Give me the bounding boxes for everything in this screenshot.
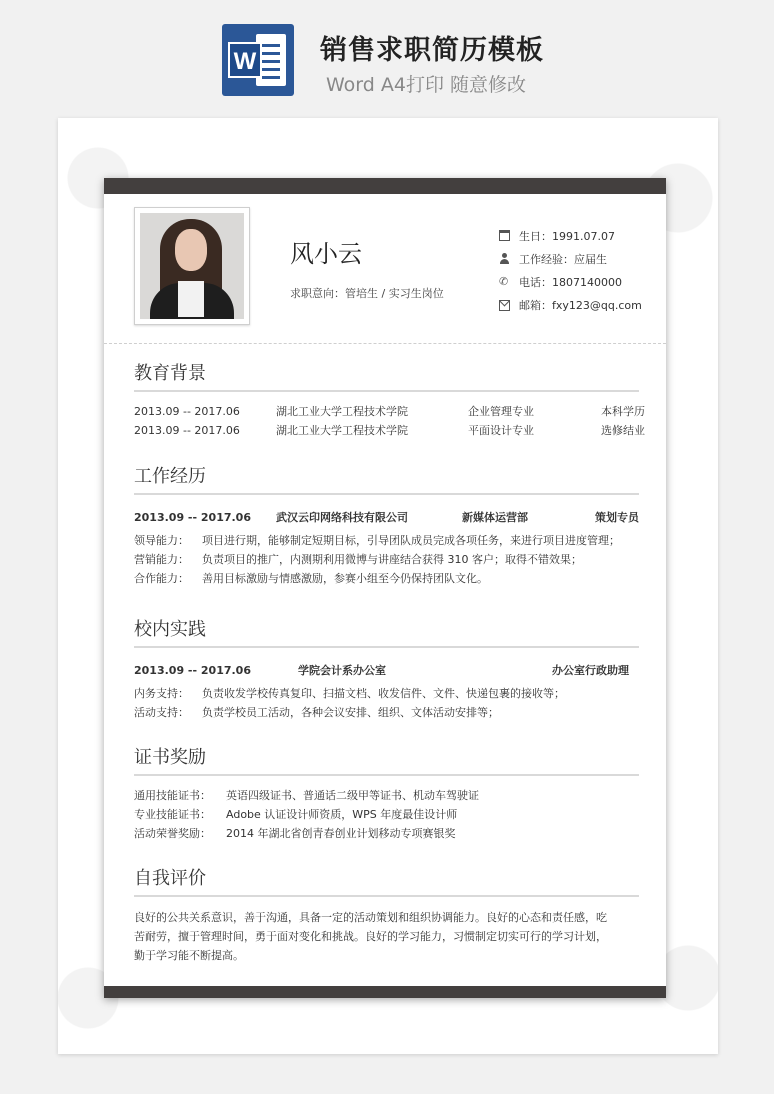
self-evaluation-text: 良好的公共关系意识，善于沟通，具备一定的活动策划和组织协调能力。良好的心态和责任感，吃苦耐劳，擅于管理时间，勇于面对变化和挑战。良好的学习能力，习惯制定切实可行的学习计划，勤于学习能不断提高。 <box>134 911 607 962</box>
campus-section <box>134 617 639 722</box>
top-bar <box>104 178 666 194</box>
contact-birthday <box>499 224 642 247</box>
contact-email <box>499 293 642 316</box>
candidate-name: 风小云 <box>290 240 362 268</box>
contact-text: 工作经验：应届生 <box>519 252 607 266</box>
header-divider <box>104 343 666 344</box>
bottom-bar <box>104 986 666 998</box>
contact-text: 邮箱：fxy123@qq.com <box>519 298 642 312</box>
banner <box>0 0 774 110</box>
award-line: 专业技能证书： Adobe 认证设计师资质，WPS 年度最佳设计师 <box>134 808 458 821</box>
calendar-icon <box>499 230 510 241</box>
campus-detail-line: 活动支持： 负责学校员工活动，各种会议安排、组织、文体活动安排等； <box>134 706 499 719</box>
contact-experience <box>499 247 642 270</box>
word-logo-letter: W <box>228 42 262 78</box>
work-detail-line: 合作能力： 善用目标激励与情感激励，参赛小组至今仍保持团队文化。 <box>134 572 488 585</box>
campus-header-row: 2013.09 -- 2017.06 学院会计系办公室 办公室行政助理 <box>134 664 629 677</box>
section-title: 证书奖励 <box>134 745 639 776</box>
education-row: 2013.09 -- 2017.06 湖北工业大学工程技术学院 平面设计专业 选修结业 <box>134 424 645 437</box>
work-detail-line: 领导能力： 项目进行期，能够制定短期目标，引导团队成员完成各项任务，来进行项目进度管理； <box>134 534 620 547</box>
user-icon <box>499 253 510 264</box>
work-section <box>134 464 639 588</box>
section-title: 工作经历 <box>134 464 639 495</box>
section-title: 校内实践 <box>134 617 639 648</box>
profile-photo <box>134 207 250 325</box>
word-icon <box>222 24 294 96</box>
contact-text: 生日：1991.07.07 <box>519 229 615 243</box>
work-detail-line: 营销能力： 负责项目的推广，内测期利用微博与讲座结合获得 310 客户；取得不错效果； <box>134 553 582 566</box>
award-line: 活动荣誉奖励： 2014 年湖北省创青春创业计划移动专项赛银奖 <box>134 827 456 840</box>
work-header-row: 2013.09 -- 2017.06 武汉云印网络科技有限公司 新媒体运营部 策划专员 <box>134 511 639 524</box>
education-section <box>134 361 645 440</box>
awards-section <box>134 745 639 843</box>
job-intent: 求职意向：管培生 / 实习生岗位 <box>290 287 444 300</box>
section-title: 教育背景 <box>134 361 639 392</box>
banner-title: 销售求职简历模板 <box>320 35 544 66</box>
self-evaluation-section <box>134 866 639 965</box>
contact-list <box>499 224 642 316</box>
phone-icon: ✆ <box>499 275 509 288</box>
section-title: 自我评价 <box>134 866 639 897</box>
education-row: 2013.09 -- 2017.06 湖北工业大学工程技术学院 企业管理专业 本科学历 <box>134 405 645 418</box>
contact-phone <box>499 270 642 293</box>
campus-detail-line: 内务支持： 负责收发学校传真复印、扫描文档、收发信件、文件、快递包裹的接收等； <box>134 687 565 700</box>
mail-icon <box>499 300 510 311</box>
award-line: 通用技能证书： 英语四级证书、普通话二级甲等证书、机动车驾驶证 <box>134 789 479 802</box>
contact-text: 电话：1807140000 <box>519 275 622 289</box>
banner-subtitle: Word A4打印 随意修改 <box>326 74 527 96</box>
resume-page <box>104 178 666 998</box>
